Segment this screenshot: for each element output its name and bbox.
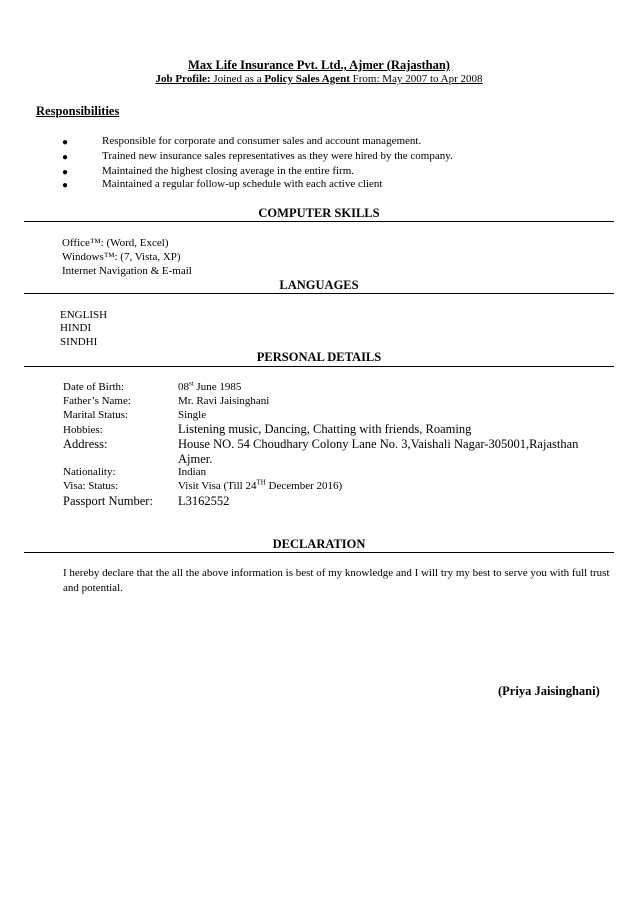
dob-value: 08st June 1985: [178, 379, 242, 393]
job-profile-line: [0, 73, 638, 85]
bullet-icon: ●: [62, 137, 69, 148]
father-name-value: Mr. Ravi Jaisinghani: [178, 395, 270, 407]
address-line-1: House NO. 54 Choudhary Colony Lane No. 3,Vaishali Nagar-305001,Rajasthan: [178, 437, 579, 451]
company-heading: Max Life Insurance Pvt. Ltd., Ajmer (Rajasthan): [188, 58, 450, 72]
section-divider: [24, 221, 614, 222]
passport-label: Passport Number:: [63, 494, 153, 508]
language-item: SINDHI: [60, 336, 98, 348]
dob-label: Date of Birth:: [63, 381, 125, 393]
list-item-text: Responsible for corporate and consumer sales and account management.: [102, 135, 422, 147]
language-item: ENGLISH: [60, 309, 108, 321]
skill-item: Internet Navigation & E-mail: [62, 265, 192, 277]
visa-value: Visit Visa (Till 24TH December 2016): [178, 478, 343, 492]
skill-item: Office™: (Word, Excel): [62, 237, 169, 249]
skill-item: Windows™: (7, Vista, XP): [62, 251, 181, 263]
bullet-icon: ●: [62, 180, 69, 191]
section-divider: [24, 366, 614, 367]
hobbies-value: Listening music, Dancing, Chatting with friends, Roaming: [178, 422, 472, 436]
marital-status-value: Single: [178, 409, 207, 421]
section-divider: [24, 293, 614, 294]
address-line-2: Ajmer.: [178, 452, 213, 466]
section-divider: [24, 552, 614, 553]
list-item-text: Trained new insurance sales representatives as they were hired by the company.: [102, 150, 453, 162]
job-position: Policy Sales Agent: [264, 73, 350, 85]
address-label: Address:: [63, 437, 108, 451]
declaration-text: I hereby declare that the all the above information is best of my knowledge and I will try my best to serve you with full trust and potential.: [63, 567, 610, 594]
nationality-label: Nationality:: [63, 466, 116, 478]
language-item: HINDI: [60, 322, 92, 334]
passport-value: L3162552: [178, 494, 230, 508]
bullet-icon: ●: [62, 167, 69, 178]
visa-label: Visa: Status:: [63, 480, 119, 492]
responsibilities-heading: Responsibilities: [36, 104, 120, 118]
list-item-text: Maintained the highest closing average in the entire firm.: [102, 165, 355, 177]
marital-status-label: Marital Status:: [63, 409, 129, 421]
job-text-1: Joined as a: [210, 73, 265, 85]
father-name-label: Father’s Name:: [63, 395, 131, 407]
personal-details-title: PERSONAL DETAILS: [256, 350, 382, 364]
signature-name: (Priya Jaisinghani): [498, 684, 600, 698]
bullet-icon: ●: [62, 152, 69, 163]
nationality-value: Indian: [178, 466, 207, 478]
list-item-text: Maintained a regular follow-up schedule with each active client: [102, 178, 383, 190]
languages-title: LANGUAGES: [279, 278, 359, 292]
hobbies-label: Hobbies:: [63, 424, 103, 436]
job-text-2: From: May 2007 to Apr 2008: [349, 73, 483, 85]
computer-skills-title: COMPUTER SKILLS: [258, 206, 380, 220]
declaration-title: DECLARATION: [272, 537, 366, 551]
job-profile-label: Job Profile:: [155, 73, 211, 85]
